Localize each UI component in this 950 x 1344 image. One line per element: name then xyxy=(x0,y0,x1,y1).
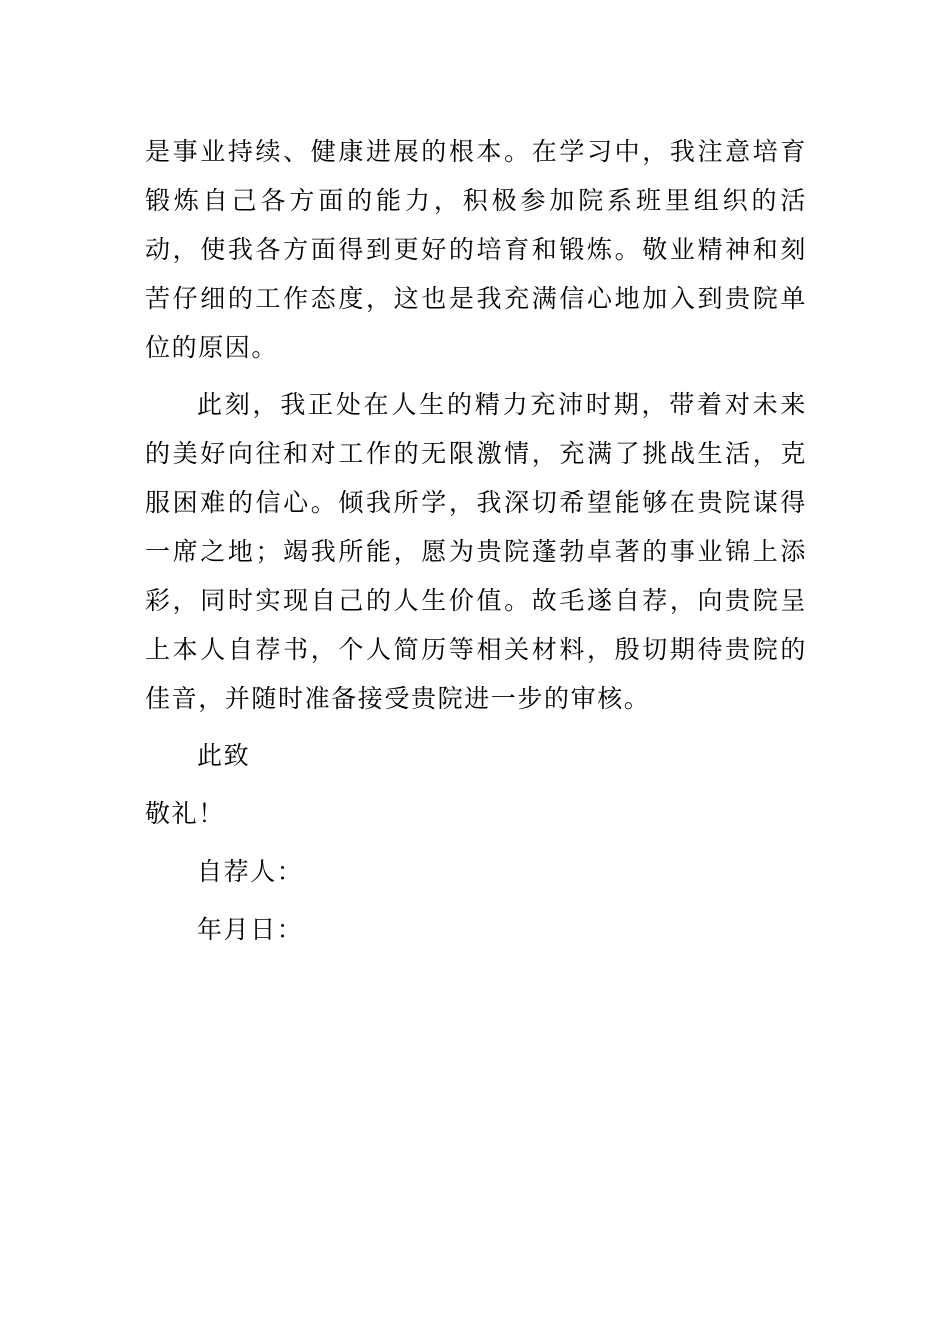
paragraph-main: 此刻，我正处在人生的精力充沛时期，带着对未来的美好向往和对工作的无限激情，充满了挑战生活，克服困难的信心。倾我所学，我深切希望能够在贵院谋得一席之地；竭我所能，愿为贵院蓬勃卓著的事业锦上添彩，同时实现自己的人生价值。故毛遂自荐，向贵院呈上本人自荐书，个人简历等相关材料，殷切期待贵院的佳音，并随时准备接受贵院进一步的审核。 xyxy=(145,390,807,713)
paragraph-continuation: 是事业持续、健康进展的根本。在学习中，我注意培育锻炼自己各方面的能力，积极参加院系班里组织的活动，使我各方面得到更好的培育和锻炼。敬业精神和刻苦仔细的工作态度，这也是我充满信心地加入到贵院单位的原因。 xyxy=(145,137,807,362)
closing-phrase: 此致 xyxy=(197,741,251,770)
signer-label: 自荐人： xyxy=(197,857,304,886)
salutation: 敬礼！ xyxy=(145,799,225,828)
letter-body xyxy=(145,127,807,954)
date-label: 年月日： xyxy=(197,915,304,944)
